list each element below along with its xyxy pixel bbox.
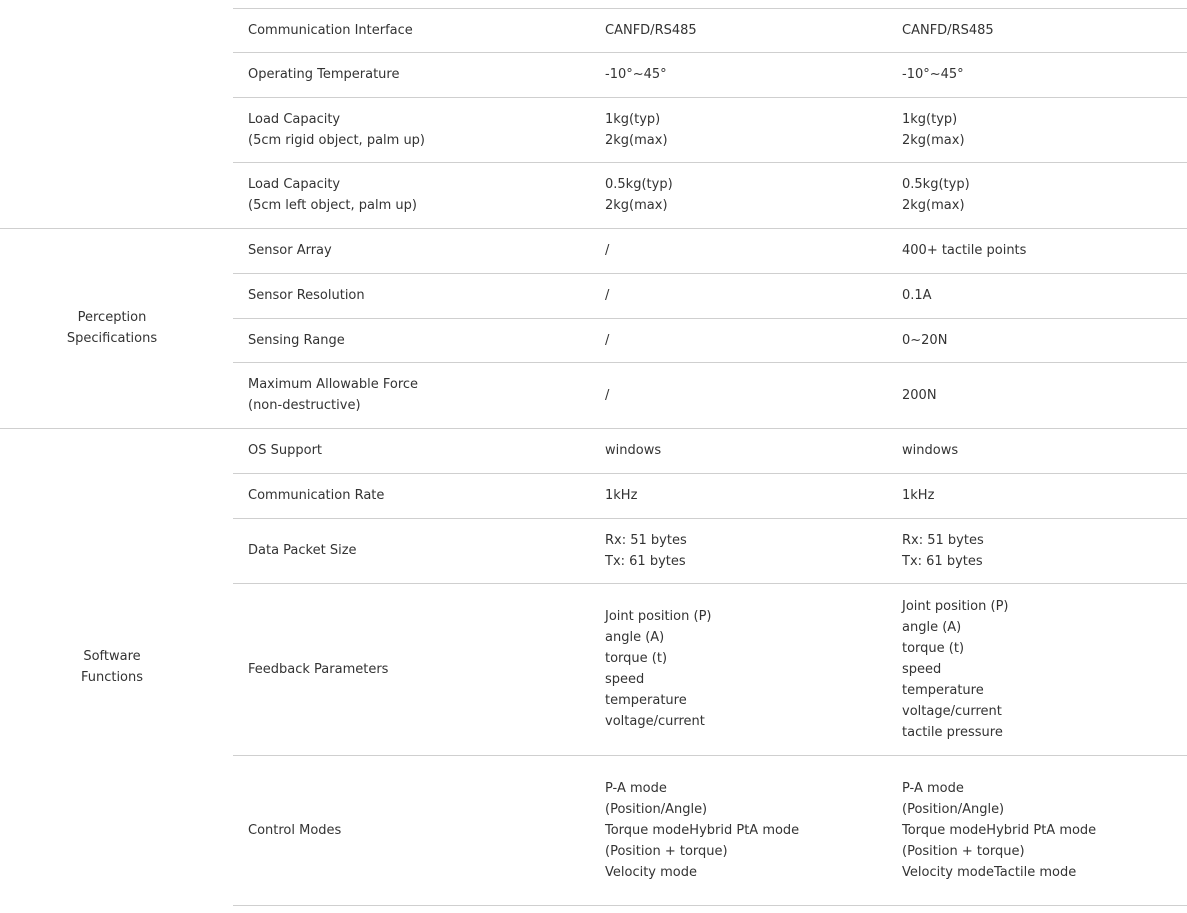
spec-value-1-line: (Position + torque) [605, 843, 728, 859]
spec-name [248, 228, 595, 273]
spec-value-2-line: torque (t) [902, 640, 965, 656]
spec-value-2-line: (Position/Angle) [902, 801, 1005, 817]
spec-name-line: (5cm rigid object, palm up) [248, 132, 426, 148]
spec-value-1 [605, 362, 892, 428]
spec-value-2-line: 1kHz [902, 488, 935, 503]
spec-value-2 [902, 318, 1177, 362]
spec-value-2 [902, 162, 1177, 228]
spec-value-2 [902, 97, 1177, 162]
spec-name-line: Operating Temperature [248, 67, 400, 82]
spec-value-1-line: (Position/Angle) [605, 801, 708, 817]
spec-name [248, 8, 595, 52]
spec-value-1-line: Tx: 61 bytes [605, 553, 686, 569]
spec-value-2-line: speed [902, 661, 942, 677]
spec-value-2-line: 0.5kg(typ) [902, 177, 970, 192]
spec-name [248, 97, 595, 162]
spec-value-1-line: CANFD/RS485 [605, 22, 697, 38]
category-label [0, 428, 224, 905]
spec-name [248, 273, 595, 318]
spec-name [248, 428, 595, 473]
spec-value-2-line: 0~20N [902, 332, 948, 348]
spec-name-line: Sensor Resolution [248, 288, 365, 303]
category-label-line: Functions [80, 669, 144, 685]
spec-value-1-line: Torque modeHybrid PtA mode [605, 822, 800, 838]
spec-value-1-line: Velocity mode [605, 864, 697, 880]
spec-value-2-line: 2kg(max) [902, 132, 965, 148]
spec-name [248, 52, 595, 97]
spec-value-1 [605, 228, 892, 273]
spec-value-1 [605, 473, 892, 518]
spec-value-1 [605, 518, 892, 583]
spec-value-1-line: 2kg(max) [605, 198, 668, 213]
spec-name-line: Communication Interface [248, 22, 413, 38]
spec-value-2-line: 0.1A [902, 288, 932, 303]
spec-value-1-line: Joint position (P) [605, 609, 712, 624]
spec-name-line: (non-destructive) [248, 398, 361, 413]
spec-value-1 [605, 52, 892, 97]
spec-value-2 [902, 518, 1177, 583]
spec-name [248, 473, 595, 518]
spec-value-2-line: CANFD/RS485 [902, 22, 994, 38]
spec-value-2-line: 1kg(typ) [902, 111, 958, 127]
spec-value-1-line: / [605, 288, 610, 303]
category-label-line: Software [83, 648, 141, 664]
spec-name-line: (5cm left object, palm up) [248, 198, 417, 213]
spec-value-2 [902, 52, 1177, 97]
spec-value-1-line: 2kg(max) [605, 132, 668, 148]
spec-value-2-line: 200N [902, 387, 937, 403]
spec-value-2 [902, 755, 1177, 905]
spec-value-2-line: -10°~45° [902, 67, 964, 82]
spec-value-1-line: Rx: 51 bytes [605, 532, 687, 548]
spec-name-line: Load Capacity [248, 177, 341, 192]
spec-value-2-line: Velocity modeTactile mode [902, 864, 1077, 880]
spec-value-2-line: tactile pressure [902, 724, 1003, 740]
spec-name [248, 518, 595, 583]
spec-value-2 [902, 428, 1177, 473]
spec-value-2-line: (Position + torque) [902, 843, 1025, 859]
spec-value-1 [605, 428, 892, 473]
spec-name [248, 755, 595, 905]
row-divider [233, 905, 1187, 906]
spec-name-line: Sensor Array [248, 243, 332, 258]
spec-value-1-line: -10°~45° [605, 67, 667, 82]
spec-value-2-line: Joint position (P) [902, 598, 1009, 614]
spec-value-2 [902, 8, 1177, 52]
spec-name [248, 162, 595, 228]
spec-value-2 [902, 473, 1177, 518]
spec-value-2-line: windows [902, 443, 959, 458]
spec-name-line: OS Support [248, 443, 323, 458]
spec-name-line: Load Capacity [248, 111, 341, 127]
spec-value-1-line: 0.5kg(typ) [605, 177, 673, 192]
category-label [0, 228, 224, 428]
spec-value-1-line: torque (t) [605, 651, 668, 666]
spec-value-1-line: temperature [605, 693, 687, 708]
spec-value-2 [902, 583, 1177, 755]
spec-value-1-line: / [605, 332, 610, 348]
spec-value-2 [902, 273, 1177, 318]
spec-value-2 [902, 228, 1177, 273]
spec-value-2-line: P-A mode [902, 780, 964, 796]
spec-value-2-line: voltage/current [902, 703, 1002, 719]
spec-value-1-line: 1kHz [605, 488, 638, 503]
spec-value-1-line: angle (A) [605, 630, 665, 645]
spec-value-2-line: Tx: 61 bytes [902, 553, 983, 569]
spec-value-1 [605, 97, 892, 162]
spec-value-2-line: temperature [902, 682, 984, 698]
spec-value-1-line: P-A mode [605, 780, 667, 796]
spec-value-1 [605, 755, 892, 905]
spec-value-1-line: / [605, 243, 610, 258]
spec-value-1-line: / [605, 387, 610, 403]
spec-name [248, 583, 595, 755]
spec-name-line: Maximum Allowable Force [248, 377, 419, 392]
spec-name-line: Data Packet Size [248, 543, 357, 558]
spec-value-1-line: windows [605, 443, 662, 458]
spec-name-line: Communication Rate [248, 488, 385, 503]
spec-name-line: Control Modes [248, 822, 342, 838]
spec-name [248, 318, 595, 362]
spec-value-1-line: voltage/current [605, 714, 705, 729]
spec-value-1 [605, 318, 892, 362]
spec-value-1 [605, 162, 892, 228]
spec-name [248, 362, 595, 428]
category-label-line: Specifications [66, 331, 158, 346]
spec-value-1 [605, 8, 892, 52]
spec-value-2-line: Rx: 51 bytes [902, 532, 984, 548]
spec-value-2-line: angle (A) [902, 619, 962, 635]
spec-value-2-line: 400+ tactile points [902, 243, 1027, 258]
spec-value-1-line: 1kg(typ) [605, 111, 661, 127]
spec-value-1 [605, 273, 892, 318]
spec-value-1-line: speed [605, 672, 645, 687]
spec-name-line: Sensing Range [248, 332, 345, 348]
spec-name-line: Feedback Parameters [248, 661, 389, 677]
category-label-line: Perception [77, 310, 147, 325]
spec-value-2 [902, 362, 1177, 428]
spec-value-2-line: Torque modeHybrid PtA mode [902, 822, 1097, 838]
spec-value-1 [605, 583, 892, 755]
spec-value-2-line: 2kg(max) [902, 198, 965, 213]
